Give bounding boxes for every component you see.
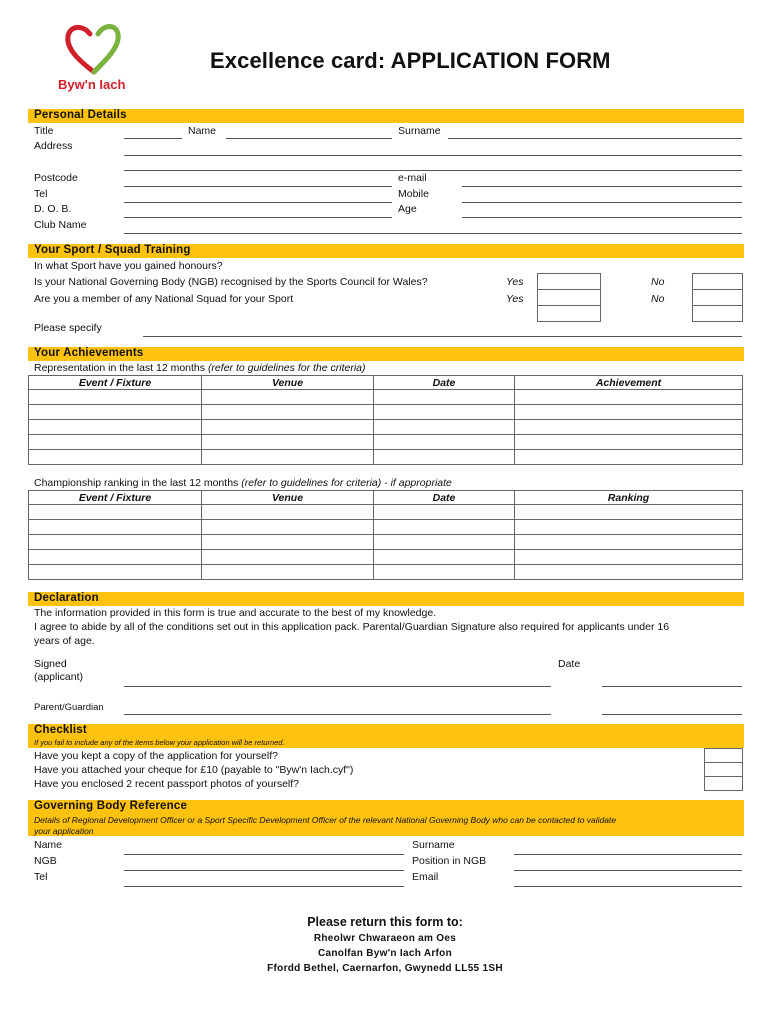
applicant-label: (applicant) (34, 671, 84, 683)
ngb-note-1: Details of Regional Development Officer or a Sport Specific Development Officer of the relevant National Governing Body who can be contacted to validate (34, 815, 617, 825)
page-title: Excellence card: APPLICATION FORM (210, 48, 611, 73)
postcode-field[interactable] (124, 186, 392, 187)
please-specify-field[interactable] (143, 336, 742, 337)
dob-field[interactable] (124, 217, 392, 218)
parent-guardian-label: Parent/Guardian (34, 702, 104, 713)
ngb-name-field[interactable] (124, 854, 404, 855)
mobile-label: Mobile (398, 188, 429, 200)
title-field[interactable] (124, 138, 182, 139)
declaration-line-3: years of age. (34, 635, 95, 647)
tel-label: Tel (34, 188, 48, 200)
ngb-note-2: your application (34, 826, 94, 836)
ngb-email-field[interactable] (514, 886, 742, 887)
no-checkbox-grid[interactable] (692, 273, 743, 322)
section-heading: Your Achievements (34, 347, 144, 359)
parent-date-field[interactable] (602, 714, 742, 715)
name-label: Name (188, 125, 217, 137)
address-field-2[interactable] (124, 170, 742, 171)
return-heading: Please return this form to: (307, 915, 463, 929)
yes-label-2: Yes (506, 293, 524, 305)
ngb-field[interactable] (124, 870, 404, 871)
section-declaration (28, 592, 744, 606)
signed-label: Signed (34, 658, 67, 670)
championship-text: Championship ranking in the last 12 months (refer to guidelines for criteria) - if appropriate (34, 477, 452, 489)
ngb-recognised-question: Is your National Governing Body (NGB) recognised by the Sports Council for Wales? (34, 276, 428, 288)
ngb-surname-label: Surname (412, 839, 455, 851)
col-event: Event / Fixture (29, 376, 202, 390)
section-heading: Governing Body Reference (34, 800, 188, 812)
championship-table[interactable] (28, 490, 743, 580)
ngb-tel-label: Tel (34, 871, 48, 883)
return-line-2: Canolfan Byw'n Iach Arfon (318, 948, 452, 959)
col-event: Event / Fixture (29, 491, 202, 505)
logo (60, 22, 130, 97)
surname-field[interactable] (448, 138, 742, 139)
return-address (0, 914, 770, 976)
checklist-item-2: Have you attached your cheque for £10 (payable to "Byw'n Iach.cyf") (34, 764, 354, 776)
declaration-line-2: I agree to abide by all of the conditions set out in this application pack. Parental/Guardian Signature also required for applicants under 16 (34, 621, 670, 633)
representation-table[interactable] (28, 375, 743, 465)
heart-logo-icon (60, 22, 130, 77)
club-name-field[interactable] (124, 233, 742, 234)
tel-field[interactable] (124, 202, 392, 203)
ngb-tel-field[interactable] (124, 886, 404, 887)
no-label-1: No (651, 276, 665, 288)
section-achievements (28, 347, 744, 361)
section-personal-details (28, 109, 744, 123)
section-checklist (28, 724, 744, 748)
return-line-3: Ffordd Bethel, Caernarfon, Gwynedd LL55 1SH (267, 963, 503, 974)
section-heading: Your Sport / Squad Training (34, 244, 191, 256)
ngb-position-field[interactable] (514, 870, 742, 871)
no-label-2: No (651, 293, 665, 305)
club-name-label: Club Name (34, 219, 87, 231)
address-field-1[interactable] (124, 155, 742, 156)
address-label: Address (34, 140, 73, 152)
logo-text: Byw'n Iach (58, 77, 126, 92)
age-field[interactable] (462, 217, 742, 218)
col-venue: Venue (202, 491, 374, 505)
section-heading: Personal Details (34, 109, 127, 121)
checklist-note: If you fail to include any of the items below your application will be returned. (34, 738, 285, 747)
national-squad-question: Are you a member of any National Squad for your Sport (34, 293, 294, 305)
age-label: Age (398, 203, 417, 215)
representation-text: Representation in the last 12 months (refer to guidelines for the criteria) (34, 362, 366, 374)
yes-label-1: Yes (506, 276, 524, 288)
ngb-position-label: Position in NGB (412, 855, 487, 867)
col-date: Date (374, 376, 515, 390)
col-venue: Venue (202, 376, 374, 390)
parent-signature-field[interactable] (124, 714, 551, 715)
checklist-item-3: Have you enclosed 2 recent passport photos of yourself? (34, 778, 299, 790)
name-field[interactable] (226, 138, 392, 139)
postcode-label: Postcode (34, 172, 78, 184)
applicant-date-field[interactable] (602, 686, 742, 687)
ngb-name-label: Name (34, 839, 63, 851)
checklist-checkbox-grid[interactable] (704, 748, 743, 791)
dob-label: D. O. B. (34, 203, 72, 215)
ngb-label: NGB (34, 855, 57, 867)
yes-checkbox-grid[interactable] (537, 273, 601, 322)
title-label: Title (34, 125, 54, 137)
section-heading: Declaration (34, 592, 99, 604)
email-field[interactable] (462, 186, 742, 187)
ngb-email-label: Email (412, 871, 439, 883)
col-date: Date (374, 491, 515, 505)
email-label: e-mail (398, 172, 427, 184)
section-sport-squad (28, 244, 744, 258)
section-governing-body (28, 800, 744, 836)
col-achievement: Achievement (515, 376, 743, 390)
col-ranking: Ranking (515, 491, 743, 505)
section-heading: Checklist (34, 724, 87, 736)
declaration-line-1: The information provided in this form is true and accurate to the best of my knowledge. (34, 607, 437, 619)
surname-label: Surname (398, 125, 441, 137)
return-line-1: Rheolwr Chwaraeon am Oes (313, 933, 457, 944)
ngb-surname-field[interactable] (514, 854, 742, 855)
date-label: Date (558, 658, 581, 670)
please-specify-label: Please specify (34, 322, 102, 334)
sport-question: In what Sport have you gained honours? (34, 260, 223, 272)
applicant-signature-field[interactable] (124, 686, 551, 687)
mobile-field[interactable] (462, 202, 742, 203)
checklist-item-1: Have you kept a copy of the application for yourself? (34, 750, 278, 762)
